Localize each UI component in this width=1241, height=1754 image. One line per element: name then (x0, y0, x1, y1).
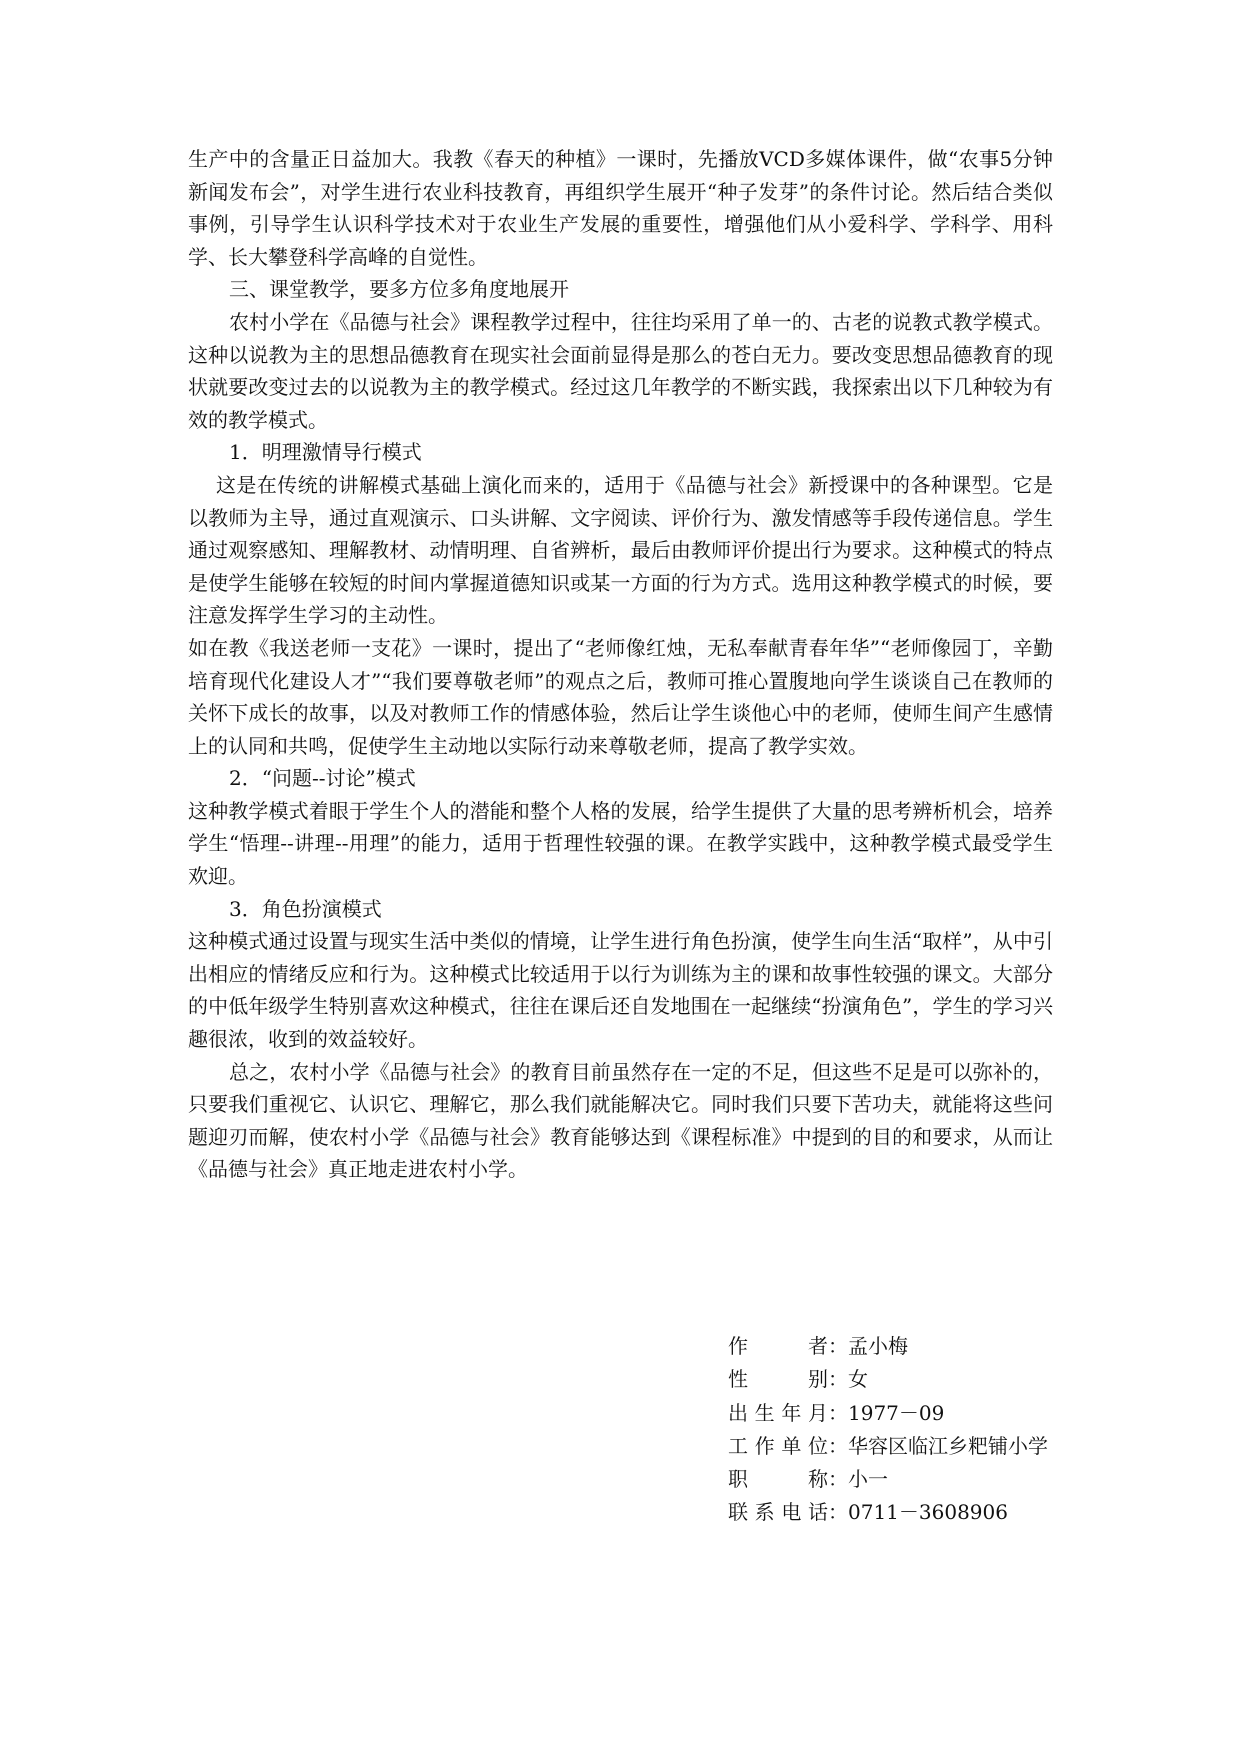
colon: ： (828, 1433, 848, 1458)
paragraph-agri-science: 生产中的含量正日益加大。我教《春天的种植》一课时，先播放VCD多媒体课件，做“农事5分钟新闻发布会”，对学生进行农业科技教育，再组织学生展开“种子发芽”的条件讨论。然后结合类似事例，引导学生认识科学技术对于农业生产发展的重要性，增强他们从小爱科学、学科学、用科学、长大攀登科学高峰的自觉性。 (188, 147, 1053, 269)
subheading-model-1: 1．明理激情导行模式 (229, 440, 422, 465)
gender-row (728, 1363, 1048, 1396)
author-value: 孟小梅 (848, 1334, 908, 1358)
subheading-model-2: 2．“问题--讨论”模式 (229, 766, 416, 791)
gender-value: 女 (848, 1367, 868, 1392)
title-value: 小一 (848, 1467, 888, 1492)
birth-label: 出生年月 (728, 1400, 828, 1425)
paragraph-model-1-example: 如在教《我送老师一支花》一课时，提出了“老师像红烛，无私奉献青春年华”“老师像园丁，辛勤培育现代化建设人才”“我们要尊敬老师”的观点之后，教师可推心置腹地向学生谈谈自己在教师的关怀下成长的故事，以及对教师工作的情感体验，然后让学生谈他心中的老师，使师生间产生感情上的认同和共鸣，促使学生主动地以实际行动来尊敬老师，提高了教学实效。 (188, 635, 1053, 758)
subheading-model-3: 3．角色扮演模式 (229, 896, 382, 921)
paragraph-model-2-desc: 这种教学模式着眼于学生个人的潜能和整个人格的发展，给学生提供了大量的思考辨析机会，培养学生“悟理--讲理--用理”的能力，适用于哲理性较强的课。在教学实践中，这种教学模式最受学生欢迎。 (188, 798, 1053, 889)
author-info-block (728, 1330, 1048, 1530)
author-label: 作者 (728, 1334, 828, 1358)
phone-label: 联系电话 (728, 1500, 828, 1525)
work-value: 华容区临江乡粑铺小学 (848, 1433, 1048, 1458)
phone-value: 0711－3608906 (848, 1500, 1008, 1525)
phone-row (728, 1496, 1048, 1529)
paragraph-conclusion: 总之，农村小学《品德与社会》的教育目前虽然存在一定的不足，但这些不足是可以弥补的，只要我们重视它、认识它、理解它，那么我们就能解决它。同时我们只要下苦功夫，就能将这些问题迎刃而解，使农村小学《品德与社会》教育能够达到《课程标准》中提到的目的和要求，从而让《品德与社会》真正地走进农村小学。 (188, 1059, 1053, 1182)
birth-row (728, 1397, 1048, 1430)
work-label: 工作单位 (728, 1433, 828, 1458)
paragraph-model-3-desc: 这种模式通过设置与现实生活中类似的情境，让学生进行角色扮演，使学生向生活“取样”，从中引出相应的情绪反应和行为。这种模式比较适用于以行为训练为主的课和故事性较强的课文。大部分的中低年级学生特别喜欢这种模式，往往在课后还自发地围在一起继续“扮演角色”，学生的学习兴趣很浓，收到的效益较好。 (188, 929, 1053, 1052)
paragraph-model-1-desc: 这是在传统的讲解模式基础上演化而来的，适用于《品德与社会》新授课中的各种课型。它是以教师为主导，通过直观演示、口头讲解、文字阅读、评价行为、激发情感等手段传递信息。学生通过观察感知、理解教材、动情明理、自省辨析，最后由教师评价提出行为要求。这种模式的特点是使学生能够在较短的时间内掌握道德知识或某一方面的行为方式。选用这种教学模式的时候，要注意发挥学生学习的主动性。 (188, 472, 1053, 628)
title-label: 职称 (728, 1467, 828, 1492)
gender-label: 性别 (728, 1367, 828, 1392)
colon: ： (828, 1467, 848, 1492)
colon: ： (828, 1400, 848, 1425)
paragraph-teaching-model-intro: 农村小学在《品德与社会》课程教学过程中，往往均采用了单一的、古老的说教式教学模式。这种以说教为主的思想品德教育在现实社会面前显得是那么的苍白无力。要改变思想品德教育的现状就要改变过去的以说教为主的教学模式。经过这几年教学的不断实践，我探索出以下几种较为有效的教学模式。 (188, 309, 1053, 432)
author-row (728, 1330, 1048, 1363)
work-row (728, 1430, 1048, 1463)
article-body (188, 143, 1053, 1186)
colon: ： (828, 1367, 848, 1392)
colon: ： (828, 1500, 848, 1525)
birth-value: 1977－09 (848, 1400, 945, 1425)
title-row (728, 1463, 1048, 1496)
colon: ： (828, 1334, 848, 1358)
section-heading-classroom: 三、课堂教学，要多方位多角度地展开 (229, 277, 569, 302)
